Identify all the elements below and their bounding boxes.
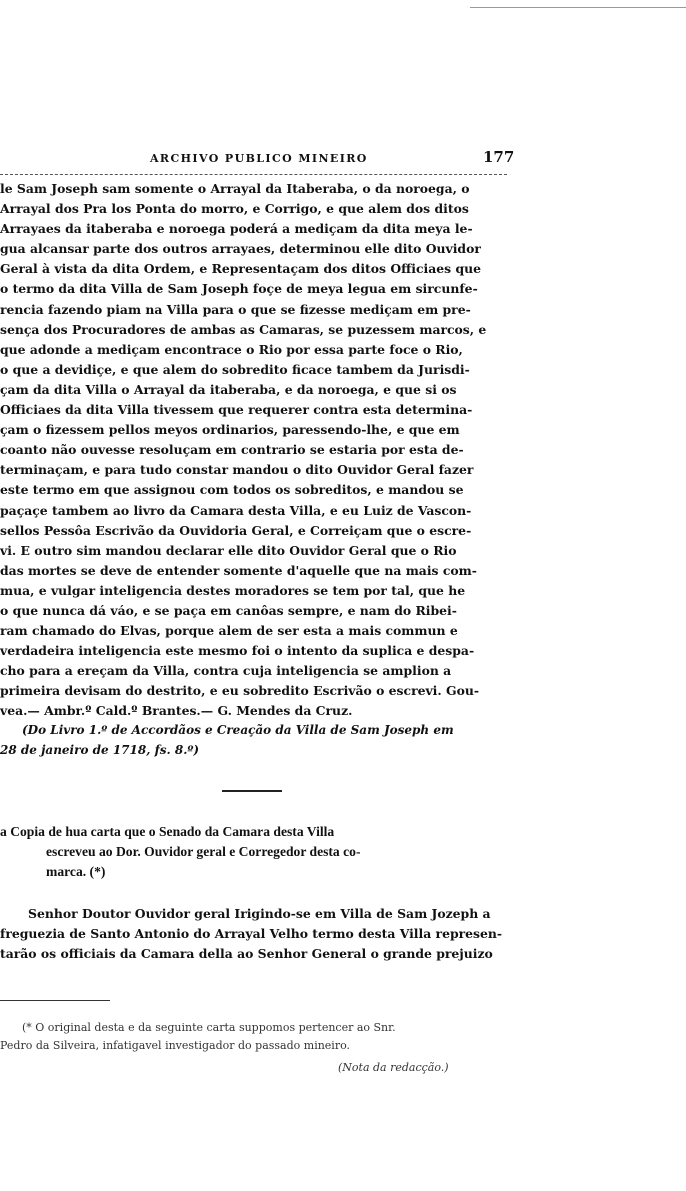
text-line: tarão os officiais da Camara della ao Senhor General o grande prejuizo bbox=[0, 946, 493, 962]
heading-line: escreveu ao Dor. Ouvidor geral e Corregedor desta co- bbox=[46, 844, 361, 859]
top-edge-rule bbox=[470, 7, 686, 8]
footnote bbox=[0, 1019, 510, 1077]
text-line: o termo da dita Villa de Sam Joseph foçe de meya legua em sircunfe- bbox=[0, 281, 478, 297]
text-line: mua, e vulgar inteligencia destes moradores se tem por tal, que he bbox=[0, 582, 466, 598]
section-heading bbox=[0, 822, 510, 882]
text-line: coanto não ouvesse resoluçam em contrario se estaria por esta de- bbox=[0, 442, 464, 458]
text-line: çam da dita Villa o Arrayal da itaberaba, e da noroega, e que si os bbox=[0, 381, 457, 397]
text-line: que adonde a mediçam encontrace o Rio por essa parte foce o Rio, bbox=[0, 341, 463, 357]
text-line: o que a devidiçe, e que alem do sobredito ficace tambem da Jurisdi- bbox=[0, 361, 470, 377]
text-line: freguezia de Santo Antonio do Arrayal Velho termo desta Villa represen- bbox=[0, 926, 503, 942]
text-line: gua alcansar parte dos outros arrayaes, determinou elle dito Ouvidor bbox=[0, 241, 481, 257]
text-line: le Sam Joseph sam somente o Arrayal da Itaberaba, o da noroega, o bbox=[0, 181, 470, 196]
text-line: vea.— Ambr.º Cald.º Brantes.— G. Mendes da Cruz. bbox=[0, 703, 353, 719]
text-line: paçaçe tambem ao livro da Camara desta Villa, e eu Luiz de Vascon- bbox=[0, 502, 472, 518]
text-line: sellos Pessôa Escrivão da Ouvidoria Geral, e Correiçam que o escre- bbox=[0, 522, 472, 538]
footnote-signature: (Nota da redacção.) bbox=[338, 1061, 449, 1074]
text-line: Arrayal dos Pra los Ponta do morro, e Corrigo, e que alem dos ditos bbox=[0, 201, 469, 217]
running-title: ARCHIVO PUBLICO MINEIRO bbox=[150, 152, 368, 165]
citation-line: 28 de janeiro de 1718, fs. 8.º) bbox=[0, 743, 200, 757]
text-line: rencia fazendo piam na Villa para o que se fizesse mediçam em pre- bbox=[0, 301, 471, 317]
text-line: Geral à vista da dita Ordem, e Representaçam dos ditos Officiaes que bbox=[0, 261, 481, 277]
text-line: terminaçam, e para tudo constar mandou o dito Ouvidor Geral fazer bbox=[0, 462, 474, 478]
body-paragraph-1 bbox=[0, 179, 510, 722]
text-line: ram chamado do Elvas, porque alem de ser esta a mais commun e bbox=[0, 623, 458, 639]
text-line: vi. E outro sim mandou declarar elle dito Ouvidor Geral que o Rio bbox=[0, 542, 457, 558]
page-header bbox=[0, 148, 520, 170]
text-line: Arrayaes da itaberaba e noroega poderá a mediçam da dita meya le- bbox=[0, 221, 473, 237]
body-paragraph-2 bbox=[0, 904, 510, 964]
footnote-line: Pedro da Silveira, infatigavel investigador do passado mineiro. bbox=[0, 1039, 351, 1052]
heading-line: a Copia de hua carta que o Senado da Camara desta Villa bbox=[0, 824, 335, 839]
text-line: çam o fizessem pellos meyos ordinarios, paressendo-lhe, e que em bbox=[0, 422, 460, 438]
citation-line: (Do Livro 1.º de Accordãos e Creação da Villa de Sam Joseph em bbox=[22, 723, 454, 737]
footnote-rule bbox=[0, 1000, 110, 1001]
header-rule bbox=[0, 174, 507, 175]
text-line: o que nunca dá váo, e se paça em canôas sempre, e nam do Ribei- bbox=[0, 602, 457, 618]
heading-line: marca. (*) bbox=[46, 864, 106, 879]
text-line: este termo em que assignou com todos os sobreditos, e mandou se bbox=[0, 482, 464, 498]
section-separator bbox=[222, 790, 282, 792]
footnote-line: (* O original desta e da seguinte carta suppomos pertencer ao Snr. bbox=[22, 1021, 396, 1034]
text-line: Officiaes da dita Villa tivessem que requerer contra esta determina- bbox=[0, 402, 473, 418]
text-line: das mortes se deve de entender somente d'aquelle que na mais com- bbox=[0, 562, 477, 578]
page-number: 177 bbox=[483, 148, 515, 166]
text-line: cho para a ereçam da Villa, contra cuja inteligencia se amplion a bbox=[0, 663, 452, 679]
text-line: primeira devisam do destrito, e eu sobredito Escrivão o escrevi. Gou- bbox=[0, 683, 480, 699]
source-citation bbox=[0, 720, 454, 760]
text-line: sença dos Procuradores de ambas as Camaras, se puzessem marcos, e bbox=[0, 321, 487, 337]
text-line: verdadeira inteligencia este mesmo foi o intento da suplica e despa- bbox=[0, 643, 475, 659]
text-line: Senhor Doutor Ouvidor geral Irigindo-se em Villa de Sam Jozeph a bbox=[28, 906, 491, 921]
